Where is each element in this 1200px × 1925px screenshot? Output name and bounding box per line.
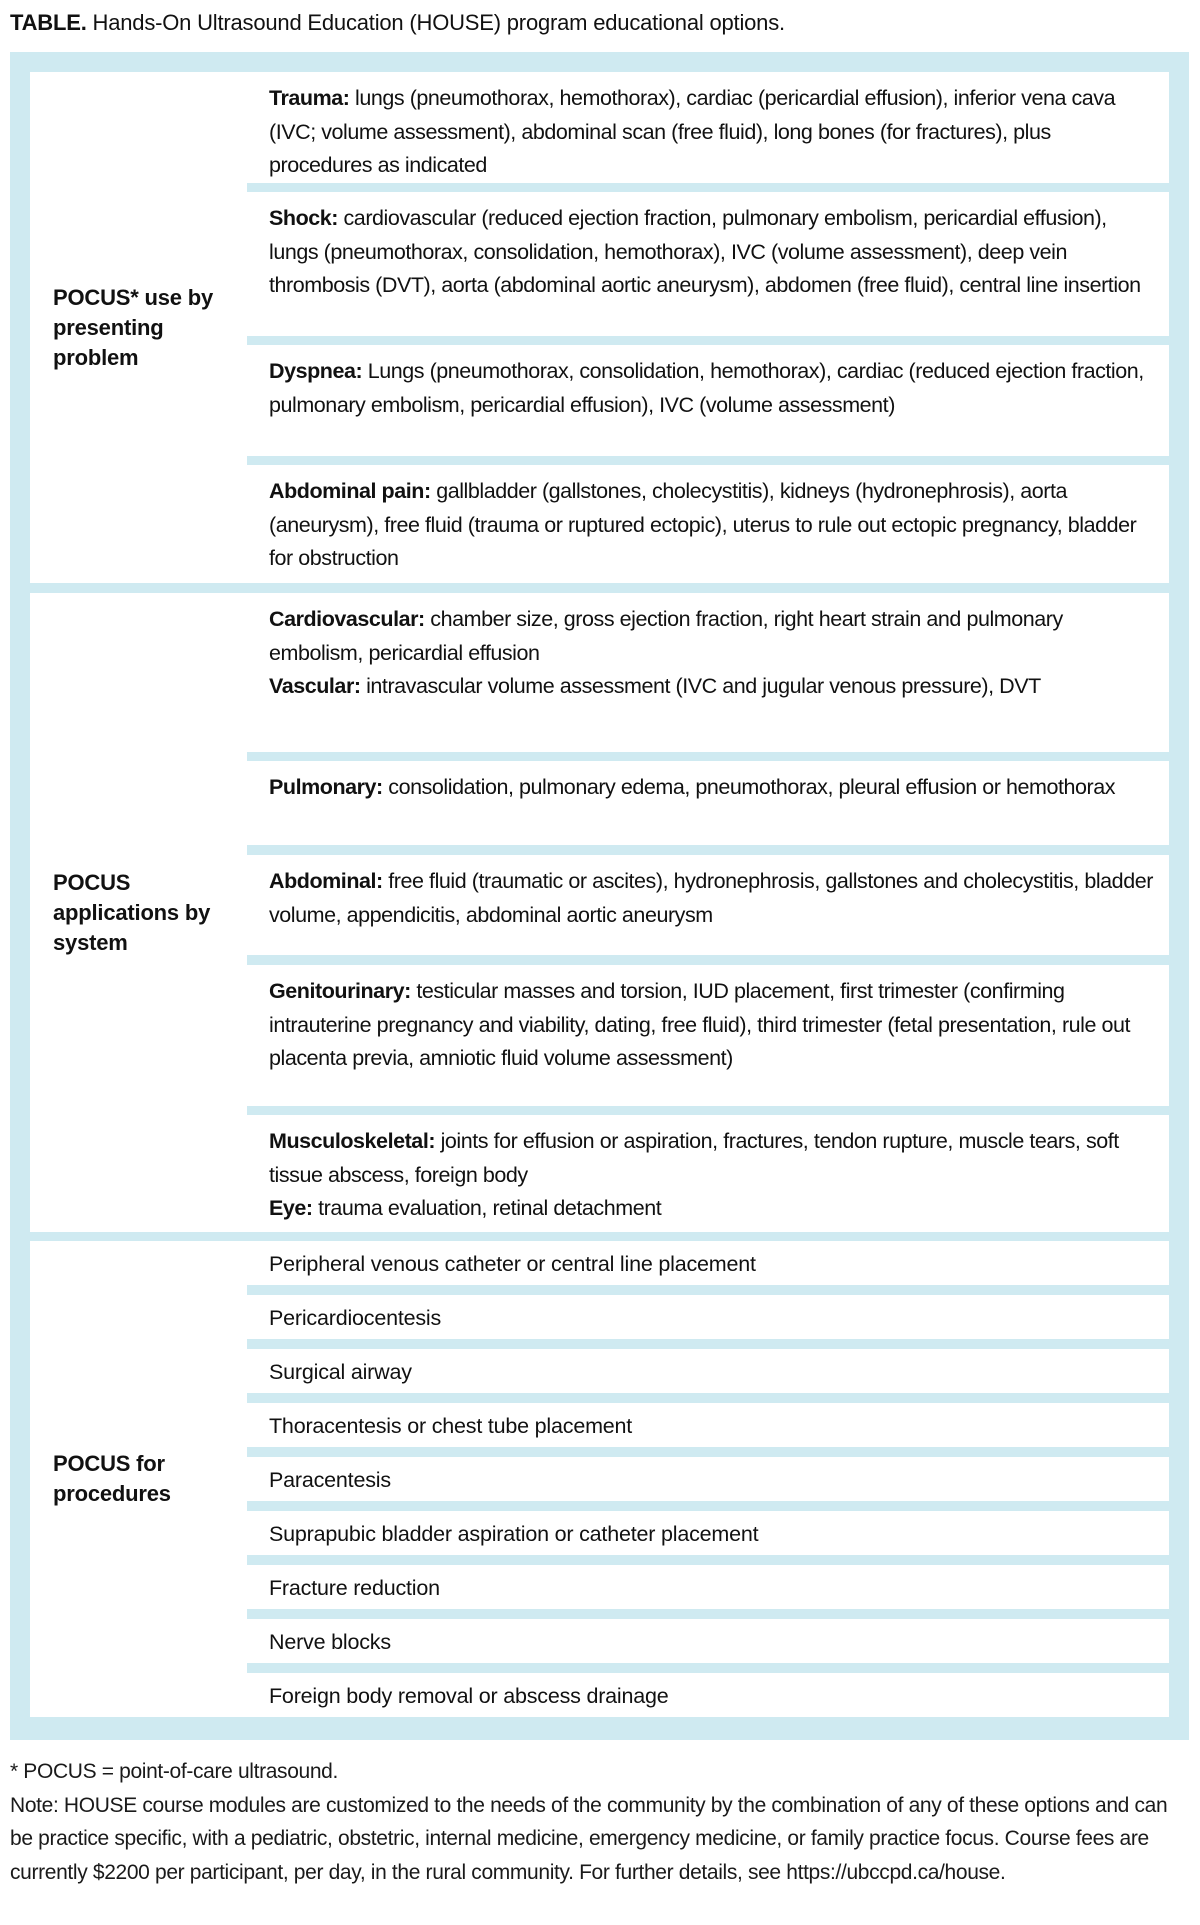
- row-genitourinary: [247, 965, 1169, 1106]
- procedure-text: Suprapubic bladder aspiration or catheter placement: [269, 1522, 759, 1546]
- procedure-item: [247, 1565, 1169, 1609]
- procedure-item: [247, 1295, 1169, 1339]
- procedure-item: [247, 1511, 1169, 1555]
- procedure-text: Paracentesis: [269, 1468, 391, 1492]
- row-text: intravascular volume assessment (IVC and jugular venous pressure), DVT: [360, 674, 1041, 698]
- procedure-text: Nerve blocks: [269, 1630, 391, 1654]
- row-text: consolidation, pulmonary edema, pneumothorax, pleural effusion or hemothorax: [382, 775, 1116, 799]
- section-label: POCUS applications by system: [53, 869, 211, 955]
- procedure-text: Fracture reduction: [269, 1576, 440, 1600]
- row-term: Trauma:: [269, 86, 350, 110]
- row-dyspnea: [247, 345, 1169, 456]
- caption-label: TABLE.: [10, 10, 87, 35]
- row-musculoskeletal-eye: [247, 1115, 1169, 1232]
- row-term: Eye:: [269, 1196, 313, 1220]
- procedure-text: Thoracentesis or chest tube placement: [269, 1414, 633, 1438]
- row-text: joints for effusion or aspiration, fractures, tendon rupture, muscle tears, soft tissue abscess, foreign body: [269, 1129, 1119, 1187]
- row-text: trauma evaluation, retinal detachment: [312, 1196, 662, 1220]
- procedure-text: Pericardiocentesis: [269, 1306, 442, 1330]
- procedure-item: [247, 1457, 1169, 1501]
- footnote-definition: * POCUS = point-of-care ultrasound.: [10, 1760, 338, 1783]
- row-text: Lungs (pneumothorax, consolidation, hemothorax), cardiac (reduced ejection fraction, pulmonary embolism, pericardial effusion), IVC (volume assessment): [269, 359, 1144, 417]
- row-abdominal-pain: [247, 465, 1169, 583]
- procedure-item: [247, 1403, 1169, 1447]
- section-label-cell: [30, 72, 247, 583]
- row-term: Abdominal pain:: [269, 479, 431, 503]
- procedure-item: [247, 1241, 1169, 1285]
- row-text: lungs (pneumothorax, hemothorax), cardiac (pericardial effusion), inferior vena cava (IVC; volume assessment), abdominal scan (free fluid), long bones (for fractures), plus procedures as indicated: [269, 86, 1116, 177]
- caption-title: Hands-On Ultrasound Education (HOUSE) program educational options.: [92, 10, 785, 35]
- row-trauma: [247, 72, 1169, 183]
- procedure-text: Surgical airway: [269, 1360, 412, 1384]
- row-pulmonary: [247, 761, 1169, 845]
- options-table: [10, 52, 1189, 1740]
- procedure-item: [247, 1349, 1169, 1393]
- row-cardiovascular-vascular: [247, 593, 1169, 752]
- row-term: Cardiovascular:: [269, 607, 425, 631]
- procedure-item: [247, 1619, 1169, 1663]
- row-text: gallbladder (gallstones, cholecystitis), kidneys (hydronephrosis), aorta (aneurysm), free fluid (trauma or ruptured ectopic), uterus to rule out ectopic pregnancy, bladder for obstruction: [269, 479, 1137, 570]
- procedure-text: Peripheral venous catheter or central line placement: [269, 1252, 756, 1276]
- row-term: Pulmonary:: [269, 775, 383, 799]
- row-text: chamber size, gross ejection fraction, right heart strain and pulmonary embolism, pericardial effusion: [269, 607, 1063, 665]
- section-label-cell: [30, 593, 247, 1232]
- row-abdominal: [247, 855, 1169, 955]
- row-term: Musculoskeletal:: [269, 1129, 436, 1153]
- table-caption: [10, 10, 785, 36]
- row-text: cardiovascular (reduced ejection fraction, pulmonary embolism, pericardial effusion), lungs (pneumothorax, consolidation, hemothorax), IVC (volume assessment), deep vein thrombosis (DVT), aorta (abdominal aortic aneurysm), abdomen (free fluid), central line insertion: [269, 206, 1141, 297]
- procedure-item: [247, 1673, 1169, 1717]
- row-term: Vascular:: [269, 674, 361, 698]
- row-term: Dyspnea:: [269, 359, 363, 383]
- procedure-text: Foreign body removal or abscess drainage: [269, 1684, 669, 1708]
- row-term: Shock:: [269, 206, 338, 230]
- row-text: free fluid (traumatic or ascites), hydronephrosis, gallstones and cholecystitis, bladder volume, appendicitis, abdominal aortic aneurysm: [269, 869, 1153, 927]
- table-footnotes: [10, 1755, 1190, 1889]
- section-label-cell: [30, 1241, 247, 1717]
- row-term: Abdominal:: [269, 869, 383, 893]
- section-label: POCUS* use by presenting problem: [53, 284, 214, 370]
- section-label: POCUS for procedures: [53, 1451, 171, 1506]
- footnote-note: Note: HOUSE course modules are customized to the needs of the community by the combination of any of these options and can be practice specific, with a pediatric, obstetric, internal medicine, emergency medicine, or family practice focus. Course fees are currently $2200 per participant, per day, in the rural community. For further details, see https://ubccpd.ca/house.: [10, 1793, 1168, 1884]
- row-shock: [247, 192, 1169, 336]
- row-term: Genitourinary:: [269, 979, 411, 1003]
- row-text: testicular masses and torsion, IUD placement, first trimester (confirming intrauterine pregnancy and viability, dating, free fluid), third trimester (fetal presentation, rule out placenta previa, amniotic fluid volume assessment): [269, 979, 1131, 1070]
